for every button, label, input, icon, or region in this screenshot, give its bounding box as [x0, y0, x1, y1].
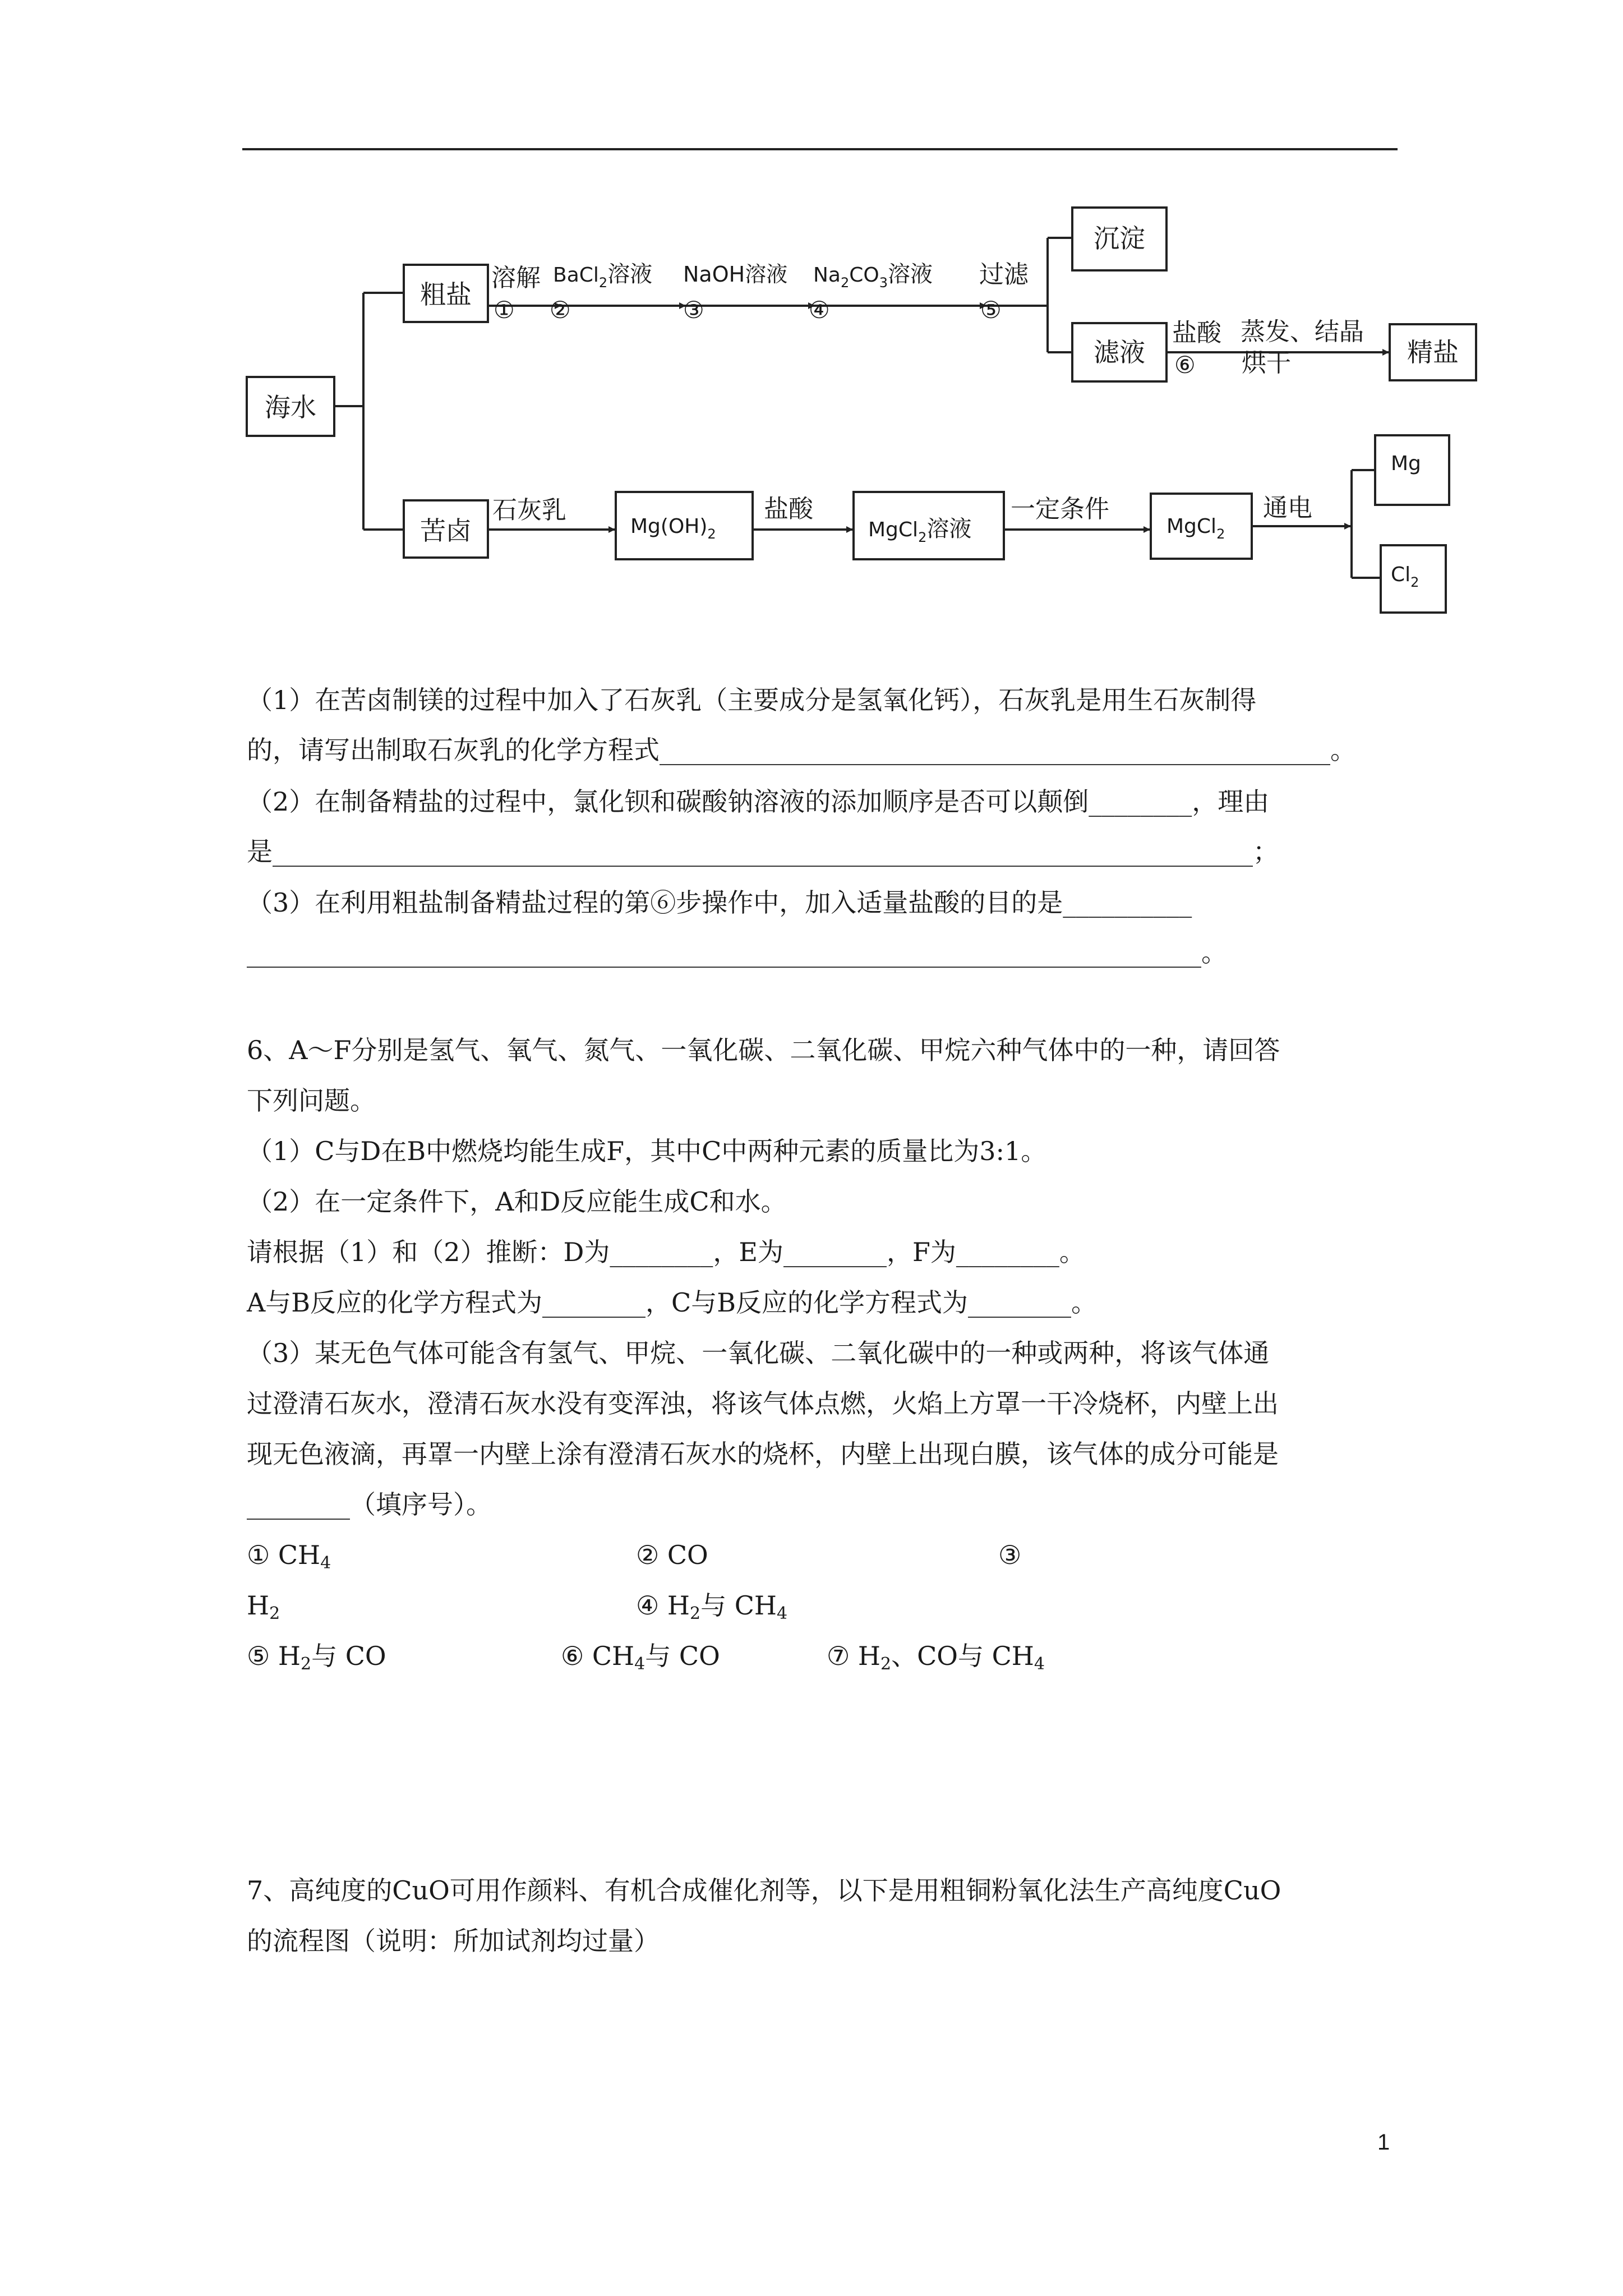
q6-option-6: ⑥ $CH_4$与 CO — [561, 1641, 720, 1674]
mg-label: Mg — [1391, 452, 1421, 475]
page-number: 1 — [1377, 2130, 1390, 2155]
bittern-label: 苦卤 — [420, 516, 472, 546]
q5-part2-line1: （2）在制备精盐的过程中，氯化钡和碳酸钠溶液的添加顺序是否可以颠倒________，理由 — [247, 786, 1270, 817]
q5-part3-line2: __________________________________________________________________________。 — [247, 937, 1227, 968]
q6-option-3-value: $H_2$ — [247, 1590, 280, 1623]
q7-line1: 7、高纯度的CuO可用作颜料、有机合成催化剂等，以下是用粗铜粉氧化法生产高纯度CuO — [247, 1875, 1281, 1906]
step-conditions-label: 一定条件 — [1011, 495, 1109, 523]
step2-marker: ② — [550, 296, 571, 324]
step-electrolysis-label: 通电 — [1263, 494, 1312, 522]
process-flow-diagram — [0, 0, 1623, 628]
q6-condition1: （1）C与D在B中燃烧均能生成F，其中C中两种元素的质量比为3:1。 — [247, 1136, 1047, 1166]
q6-part3-line1: （3）某无色气体可能含有氢气、甲烷、一氧化碳、二氧化碳中的一种或两种，将该气体通 — [247, 1338, 1270, 1368]
q6-intro-line1: 6、A～F分别是氢气、氧气、氮气、一氧化碳、二氧化碳、甲烷六种气体中的一种，请回答 — [247, 1035, 1280, 1065]
refined-salt-label: 精盐 — [1407, 337, 1459, 367]
q6-option-1: ① $CH_4$ — [247, 1540, 331, 1573]
q6-option-3: ③ — [998, 1540, 1022, 1570]
step-evaporate-label: 蒸发、结晶 — [1241, 318, 1364, 346]
q7-line2: 的流程图（说明：所加试剂均过量） — [247, 1926, 660, 1956]
q5-part1-line1: （1）在苦卤制镁的过程中加入了石灰乳（主要成分是氢氧化钙），石灰乳是用生石灰制得 — [247, 685, 1257, 715]
step-bacl2-label: BaCl$_2$溶液 — [553, 261, 653, 291]
q6-option-4: ④ $H_2$与 $CH_4$ — [636, 1590, 788, 1623]
step-na2co3-label: $Na_2CO_3$溶液 — [813, 261, 933, 291]
q6-part3-line2: 过澄清石灰水，澄清石灰水没有变浑浊，将该气体点燃，火焰上方罩一干冷烧杯，内壁上出 — [247, 1388, 1279, 1419]
q6-option-2: ② CO — [636, 1540, 708, 1570]
q6-inference: 请根据（1）和（2）推断：D为________，E为________，F为________。 — [247, 1237, 1085, 1267]
cl2-label: $Cl_2$ — [1391, 563, 1419, 590]
q5-part1-line2: 的，请写出制取石灰乳的化学方程式____________________________________________________。 — [247, 735, 1356, 765]
mgcl2-solution-label: MgCl$_2$溶液 — [868, 516, 972, 545]
q6-equations: A与B反应的化学方程式为________，C与B反应的化学方程式为________。 — [247, 1287, 1098, 1318]
q6-part3-line4: ________（填序号）。 — [247, 1489, 492, 1520]
step-naoh-label: NaOH溶液 — [683, 262, 788, 287]
step3-marker: ③ — [683, 296, 704, 324]
q6-option-5: ⑤ $H_2$与 CO — [247, 1641, 386, 1674]
seawater-label: 海水 — [265, 392, 316, 422]
step5-marker: ⑤ — [980, 296, 1002, 324]
step-hcl2-label: 盐酸 — [764, 495, 813, 523]
crude-salt-label: 粗盐 — [420, 279, 472, 310]
q6-intro-line2: 下列问题。 — [247, 1085, 376, 1116]
precipitate-label: 沉淀 — [1094, 223, 1145, 254]
q6-option-7: ⑦ $H_2$、CO与 $CH_4$ — [827, 1641, 1045, 1674]
step-hcl-label: 盐酸 — [1172, 319, 1221, 347]
step6-marker: ⑥ — [1174, 351, 1196, 379]
filtrate-label: 滤液 — [1094, 337, 1145, 367]
step-dissolve-label: 溶解 — [491, 264, 541, 292]
step4-marker: ④ — [809, 296, 830, 324]
q6-part3-line3: 现无色液滴，再罩一内壁上涂有澄清石灰水的烧杯，内壁上出现白膜，该气体的成分可能是 — [247, 1439, 1279, 1469]
q5-part3-line1: （3）在利用粗盐制备精盐过程的第⑥步操作中，加入适量盐酸的目的是__________ — [247, 887, 1192, 918]
step1-marker: ① — [494, 296, 515, 324]
step-limewater-label: 石灰乳 — [492, 496, 566, 524]
mgcl2-label: MgCl$_2$ — [1166, 515, 1225, 542]
step-dry-label: 烘干 — [1242, 349, 1291, 378]
step-filter-label: 过滤 — [979, 260, 1029, 289]
q5-part2-line2: 是____________________________________________________________________________； — [247, 836, 1279, 867]
q6-condition2: （2）在一定条件下，A和D反应能生成C和水。 — [247, 1186, 787, 1217]
mgoh2-label: $Mg(OH)_2$ — [630, 515, 716, 542]
